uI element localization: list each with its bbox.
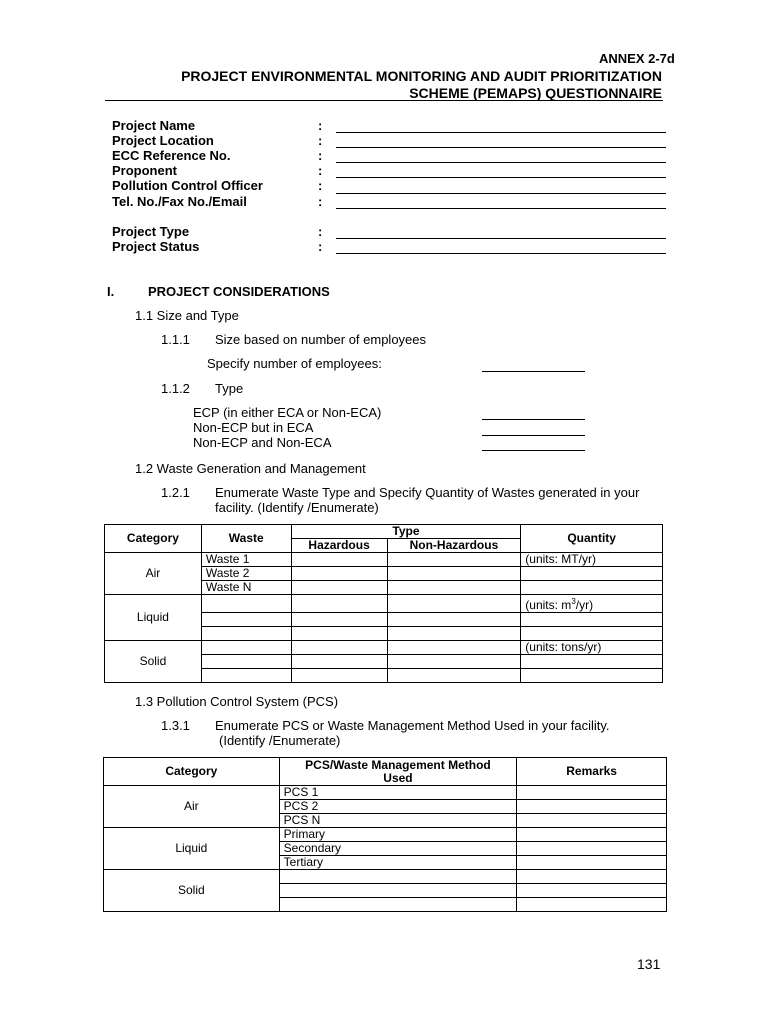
field-label-tel-fax-email: Tel. No./Fax No./Email xyxy=(112,194,247,209)
pcs-method-cell: Tertiary xyxy=(279,856,517,870)
waste-name-cell: Waste 2 xyxy=(201,567,291,581)
non-hazardous-cell[interactable] xyxy=(387,581,521,595)
waste-category-solid: Solid xyxy=(105,641,202,683)
quantity-units-air: (units: MT/yr) xyxy=(521,553,663,567)
type-nonecp-noneca-field[interactable] xyxy=(482,450,585,451)
subsection-1-3: 1.3 Pollution Control System (PCS) xyxy=(135,694,339,709)
pcs-method-cell: Primary xyxy=(279,828,517,842)
waste-name-cell[interactable] xyxy=(201,655,291,669)
non-hazardous-cell[interactable] xyxy=(387,553,521,567)
page-title-line1: PROJECT ENVIRONMENTAL MONITORING AND AUDIT PRIORITIZATION xyxy=(181,68,662,84)
pcs-method-cell[interactable] xyxy=(279,898,517,912)
type-option-nonecp-eca: Non-ECP but in ECA xyxy=(193,420,314,435)
non-hazardous-cell[interactable] xyxy=(387,641,521,655)
pcs-method-cell[interactable] xyxy=(279,870,517,884)
hazardous-cell[interactable] xyxy=(291,595,387,613)
hazardous-cell[interactable] xyxy=(291,581,387,595)
waste-name-cell[interactable] xyxy=(201,613,291,627)
pcs-method-cell: PCS N xyxy=(279,814,517,828)
field-label-project-name: Project Name xyxy=(112,118,196,133)
units-superscript: 3 xyxy=(571,597,576,606)
quantity-units-solid: (units: tons/yr) xyxy=(521,641,663,655)
colon: : xyxy=(318,239,323,254)
remarks-cell[interactable] xyxy=(517,800,667,814)
subsection-1-1: 1.1 Size and Type xyxy=(135,308,239,323)
remarks-cell[interactable] xyxy=(517,870,667,884)
pcs-header-method-line1: PCS/Waste Management Method xyxy=(305,757,491,772)
hazardous-cell[interactable] xyxy=(291,669,387,683)
hazardous-cell[interactable] xyxy=(291,655,387,669)
specify-employees-label: Specify number of employees: xyxy=(207,356,382,371)
waste-name-cell[interactable] xyxy=(201,641,291,655)
waste-header-quantity: Quantity xyxy=(521,525,663,553)
hazardous-cell[interactable] xyxy=(291,567,387,581)
quantity-cell[interactable] xyxy=(521,655,663,669)
item-number-1-1-2: 1.1.2 xyxy=(161,381,190,396)
item-number-1-3-1: 1.3.1 xyxy=(161,718,190,733)
quantity-cell[interactable] xyxy=(521,581,663,595)
hazardous-cell[interactable] xyxy=(291,627,387,641)
type-nonecp-eca-field[interactable] xyxy=(482,435,585,436)
pcs-header-category: Category xyxy=(104,758,280,786)
type-option-ecp: ECP (in either ECA or Non-ECA) xyxy=(193,405,382,420)
employees-field[interactable] xyxy=(482,371,585,372)
colon: : xyxy=(318,194,323,209)
project-location-field[interactable] xyxy=(336,147,666,148)
hazardous-cell[interactable] xyxy=(291,553,387,567)
colon: : xyxy=(318,163,323,178)
waste-header-hazardous: Hazardous xyxy=(291,539,387,553)
pcs-header-remarks: Remarks xyxy=(517,758,667,786)
pcs-header-method xyxy=(279,758,517,786)
project-name-field[interactable] xyxy=(336,132,666,133)
field-label-pollution-control-officer: Pollution Control Officer xyxy=(112,178,263,193)
quantity-cell[interactable] xyxy=(521,669,663,683)
waste-name-cell[interactable] xyxy=(201,595,291,613)
remarks-cell[interactable] xyxy=(517,842,667,856)
colon: : xyxy=(318,224,323,239)
project-status-field[interactable] xyxy=(336,253,666,254)
waste-category-air: Air xyxy=(105,553,202,595)
pcs-method-cell: PCS 1 xyxy=(279,786,517,800)
remarks-cell[interactable] xyxy=(517,786,667,800)
tel-fax-email-field[interactable] xyxy=(336,208,666,209)
units-suffix: /yr) xyxy=(575,598,594,612)
colon: : xyxy=(318,133,323,148)
item-text-1-3-1-line2: (Identify /Enumerate) xyxy=(219,733,341,748)
title-rule xyxy=(105,100,663,101)
page-number: 131 xyxy=(637,956,661,972)
pcs-method-cell[interactable] xyxy=(279,884,517,898)
pcs-method-cell: Secondary xyxy=(279,842,517,856)
item-text-1-1-2: Type xyxy=(215,381,244,396)
non-hazardous-cell[interactable] xyxy=(387,669,521,683)
item-number-1-2-1: 1.2.1 xyxy=(161,485,190,500)
non-hazardous-cell[interactable] xyxy=(387,655,521,669)
non-hazardous-cell[interactable] xyxy=(387,595,521,613)
pcs-category-solid: Solid xyxy=(104,870,280,912)
waste-category-liquid: Liquid xyxy=(105,595,202,641)
quantity-cell[interactable] xyxy=(521,567,663,581)
non-hazardous-cell[interactable] xyxy=(387,613,521,627)
project-type-field[interactable] xyxy=(336,238,666,239)
waste-table xyxy=(104,524,663,683)
colon: : xyxy=(318,118,323,133)
proponent-field[interactable] xyxy=(336,177,666,178)
waste-name-cell: Waste 1 xyxy=(201,553,291,567)
ecc-reference-field[interactable] xyxy=(336,162,666,163)
remarks-cell[interactable] xyxy=(517,828,667,842)
annex-label: ANNEX 2-7d xyxy=(599,51,675,66)
field-label-project-location: Project Location xyxy=(112,133,214,148)
section-number: I. xyxy=(107,284,115,299)
waste-name-cell[interactable] xyxy=(201,627,291,641)
waste-header-category: Category xyxy=(105,525,202,553)
pcs-table xyxy=(103,757,667,912)
field-label-project-type: Project Type xyxy=(112,224,190,239)
pcs-method-cell: PCS 2 xyxy=(279,800,517,814)
non-hazardous-cell[interactable] xyxy=(387,627,521,641)
field-label-ecc-reference: ECC Reference No. xyxy=(112,148,231,163)
pcs-header-method-line2: Used xyxy=(383,770,413,785)
item-text-1-3-1-line1: Enumerate PCS or Waste Management Method Used in your facility. xyxy=(215,718,610,733)
item-text-1-1-1: Size based on number of employees xyxy=(215,332,427,347)
waste-name-cell[interactable] xyxy=(201,669,291,683)
waste-name-cell: Waste N xyxy=(201,581,291,595)
remarks-cell[interactable] xyxy=(517,814,667,828)
field-label-proponent: Proponent xyxy=(112,163,177,178)
units-prefix: (units: m xyxy=(525,598,572,612)
colon: : xyxy=(318,178,323,193)
type-ecp-field[interactable] xyxy=(482,419,585,420)
quantity-units-liquid xyxy=(521,595,663,613)
pcs-category-air: Air xyxy=(104,786,280,828)
type-option-nonecp-noneca: Non-ECP and Non-ECA xyxy=(193,435,332,450)
hazardous-cell[interactable] xyxy=(291,613,387,627)
item-text-1-2-1-line1: Enumerate Waste Type and Specify Quantity of Wastes generated in your xyxy=(215,485,640,500)
colon: : xyxy=(318,148,323,163)
subsection-1-2: 1.2 Waste Generation and Management xyxy=(135,461,366,476)
waste-header-waste: Waste xyxy=(201,525,291,553)
quantity-cell[interactable] xyxy=(521,613,663,627)
pollution-control-officer-field[interactable] xyxy=(336,193,666,194)
remarks-cell[interactable] xyxy=(517,884,667,898)
field-label-project-status: Project Status xyxy=(112,239,200,254)
non-hazardous-cell[interactable] xyxy=(387,567,521,581)
quantity-cell[interactable] xyxy=(521,627,663,641)
hazardous-cell[interactable] xyxy=(291,641,387,655)
waste-header-type: Type xyxy=(291,525,521,539)
waste-header-non-hazardous: Non-Hazardous xyxy=(387,539,521,553)
item-text-1-2-1-line2: facility. (Identify /Enumerate) xyxy=(215,500,379,515)
section-title: PROJECT CONSIDERATIONS xyxy=(148,284,330,299)
remarks-cell[interactable] xyxy=(517,898,667,912)
remarks-cell[interactable] xyxy=(517,856,667,870)
page-title-line2: SCHEME (PEMAPS) QUESTIONNAIRE xyxy=(409,85,662,101)
item-number-1-1-1: 1.1.1 xyxy=(161,332,190,347)
pcs-category-liquid: Liquid xyxy=(104,828,280,870)
